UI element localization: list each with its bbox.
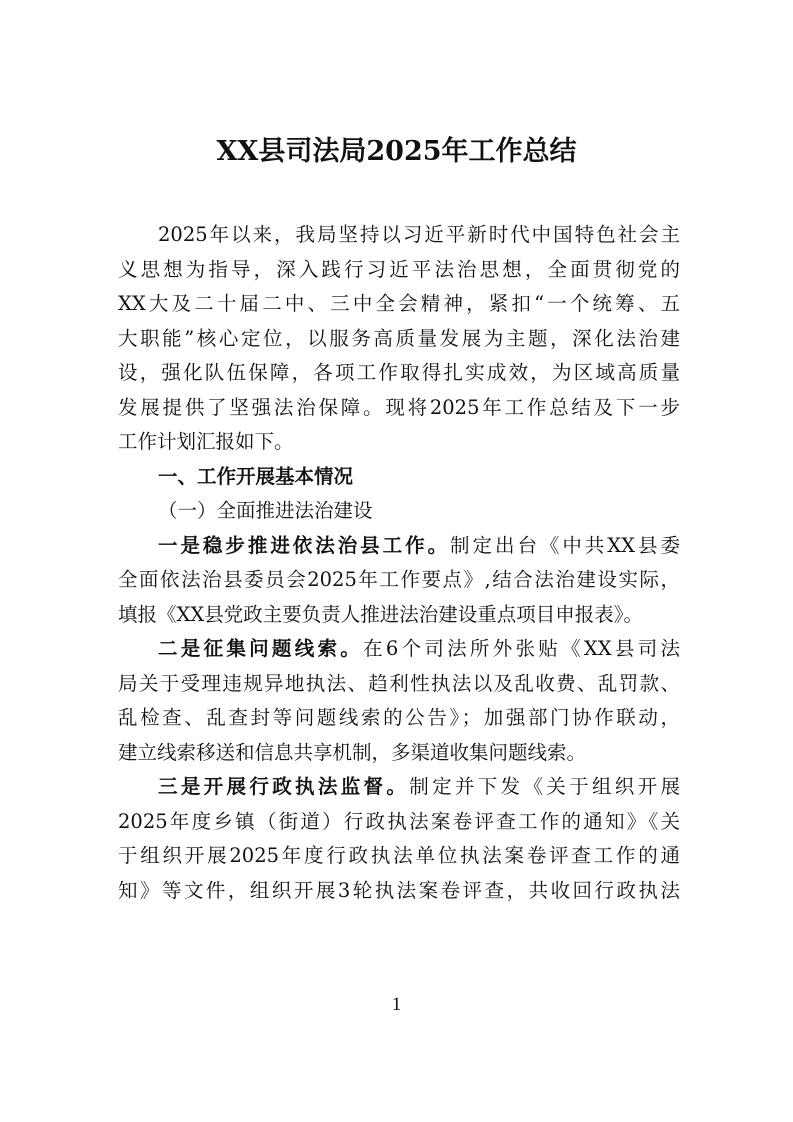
item-line: 于组织开展2025年度行政执法单位执法案卷评查工作的通 (118, 844, 680, 867)
item-text: 在6个司法所外张贴《XX县司法 (363, 637, 680, 660)
section-heading: 一、工作开展基本情况 (158, 464, 354, 488)
item-first-line (118, 632, 680, 667)
intro-line: 义思想为指导，深入践行习近平法治思想，全面贯彻党的 (118, 257, 680, 281)
item-first-line (118, 770, 680, 805)
item-line: 局关于受理违规异地执法、趋利性执法以及乱收费、乱罚款、 (118, 671, 680, 695)
item-lead: 一是稳步推进依法治县工作。 (158, 533, 451, 557)
item-line: 2025年度乡镇（街道）行政执法案卷评查工作的通知》《关 (118, 809, 680, 833)
subsection-heading: （一）全面推进法治建设 (158, 499, 373, 522)
intro-paragraph (118, 218, 680, 460)
item-text: 制定并下发《关于组织开展 (409, 775, 680, 798)
item-paragraph (118, 529, 680, 633)
item-lead: 三是开展行政执法监督。 (158, 775, 410, 798)
intro-line: 2025年以来，我局坚持以习近平新时代中国特色社会主 (158, 223, 680, 246)
item-text: 制定出台《中共XX县委 (450, 533, 680, 557)
page-number: 1 (391, 994, 402, 1015)
item-paragraph (118, 770, 680, 908)
item-line: 乱检查、乱查封等问题线索的公告》；加强部门协作联动， (118, 706, 680, 729)
item-line: 全面依法治县委员会2025年工作要点》,结合法治建设实际， (118, 568, 680, 591)
intro-line: 发展提供了坚强法治保障。现将2025年工作总结及下一步 (118, 395, 680, 419)
document-title: XX县司法局2025年工作总结 (216, 136, 577, 167)
item-line: 填报《XX县党政主要负责人推进法治建设重点项目申报表》。 (118, 602, 644, 626)
intro-line: 工作计划汇报如下。 (118, 430, 294, 453)
item-first-line (118, 529, 680, 564)
item-line: 建立线索移送和信息共享机制，多渠道收集问题线索。 (118, 740, 587, 764)
item-line: 知》等文件，组织开展3轮执法案卷评查，共收回行政执法 (118, 878, 680, 902)
intro-line: 大职能”核心定位，以服务高质量发展为主题，深化法治建 (118, 326, 680, 350)
intro-line: 设，强化队伍保障，各项工作取得扎实成效，为区域高质量 (118, 361, 680, 384)
intro-line: XX大及二十届二中、三中全会精神，紧扣“一个统筹、五 (118, 292, 680, 315)
item-paragraph (118, 632, 680, 770)
document-body (118, 218, 680, 908)
item-lead: 二是征集问题线索。 (158, 637, 364, 660)
